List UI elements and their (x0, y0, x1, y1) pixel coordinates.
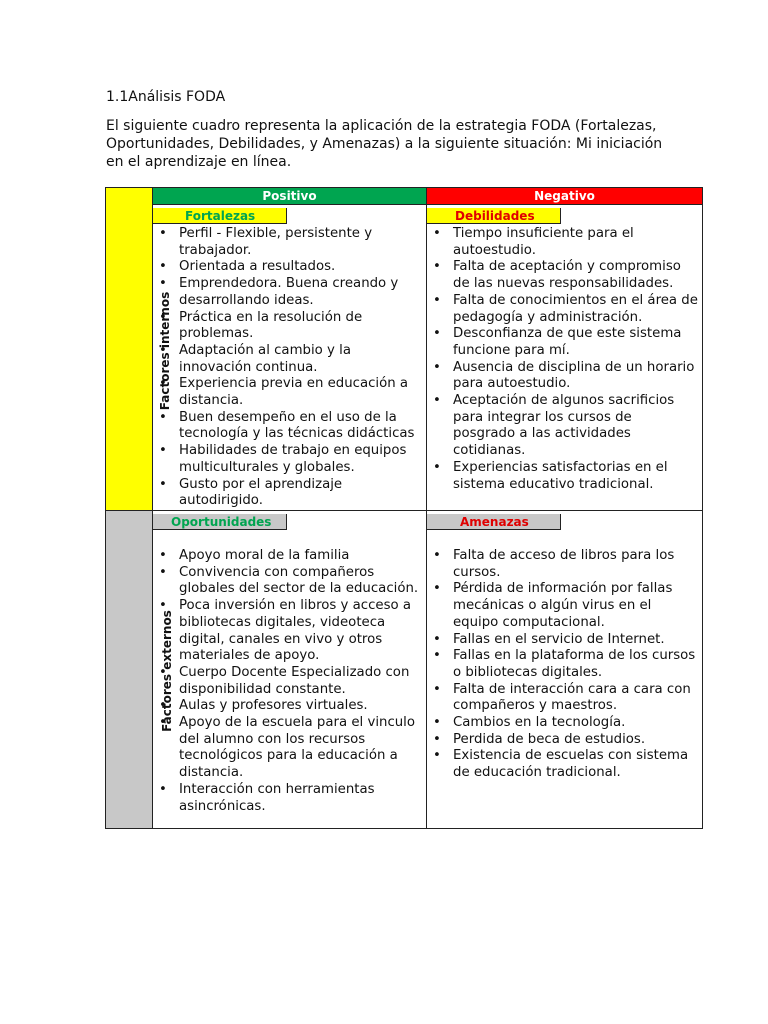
list-item: • Perfil - Flexible, persistente y trabajador. (153, 226, 422, 259)
list-item: • Orientada a resultados. (153, 259, 422, 276)
intro-line: El siguiente cuadro representa la aplicación de la estrategia FODA (Fortalezas, (106, 118, 657, 134)
intro-line: Oportunidades, Debilidades, y Amenazas) a la siguiente situación: Mi iniciación (106, 136, 663, 152)
row-header-external (106, 511, 174, 829)
list-item: • Experiencias satisfactorias en el sistema educativo tradicional. (427, 460, 698, 493)
list-item: • Aceptación de algunos sacrificios para integrar los cursos de posgrado a las actividades cotidianas. (427, 393, 698, 460)
internal-factors-label: Factores internos (158, 291, 173, 410)
list-item: • Perdida de beca de estudios. (427, 732, 698, 749)
list-item: • Existencia de escuelas con sistema de educación tradicional. (427, 748, 698, 781)
oportunidades-label: Oportunidades (153, 514, 287, 530)
list-item: • Ausencia de disciplina de un horario para autoestudio. (427, 360, 698, 393)
list-item: • Buen desempeño en el uso de la tecnología y las técnicas didácticas (153, 410, 422, 443)
list-item: • Tiempo insuficiente para el autoestudio. (427, 226, 698, 259)
list-item: • Convivencia con compañeros globales del sector de la educación. (153, 565, 422, 598)
list-item: • Experiencia previa en educación a distancia. (153, 376, 422, 409)
oportunidades-list (153, 548, 426, 815)
amenazas-cell (427, 511, 703, 829)
fortalezas-label: Fortalezas (153, 208, 287, 224)
list-item: • Cuerpo Docente Especializado con disponibilidad constante. (153, 665, 422, 698)
list-item: • Emprendedora. Buena creando y desarrollando ideas. (153, 276, 422, 309)
amenazas-list (427, 548, 702, 782)
fortalezas-list (153, 226, 426, 510)
oportunidades-cell (153, 511, 427, 829)
list-item: • Cambios en la tecnología. (427, 715, 698, 732)
list-item: • Poca inversión en libros y acceso a bibliotecas digitales, videoteca digital, canales en vivo y otros materiales de apoyo. (153, 598, 422, 665)
list-item: • Falta de acceso de libros para los cursos. (427, 548, 698, 581)
list-item: • Falta de interacción cara a cara con compañeros y maestros. (427, 682, 698, 715)
intro-line: en el aprendizaje en línea. (106, 154, 292, 170)
list-item: • Desconfianza de que este sistema funcione para mí. (427, 326, 698, 359)
fortalezas-cell (153, 205, 427, 511)
debilidades-label: Debilidades (427, 208, 561, 224)
list-item: • Adaptación al cambio y la innovación continua. (153, 343, 422, 376)
section-heading: 1.1Análisis FODA (106, 89, 226, 105)
list-item: • Gusto por el aprendizaje autodirigido. (153, 477, 422, 510)
list-item: • Falta de aceptación y compromiso de las nuevas responsabilidades. (427, 259, 698, 292)
list-item: • Habilidades de trabajo en equipos multiculturales y globales. (153, 443, 422, 476)
row-header-internal (106, 188, 173, 511)
list-item: • Fallas en el servicio de Internet. (427, 632, 698, 649)
amenazas-label: Amenazas (427, 514, 561, 530)
column-header-positive: Positivo (153, 188, 427, 205)
foda-table (105, 187, 703, 829)
list-item: • Pérdida de información por fallas mecánicas o algún virus en el equipo computacional. (427, 581, 698, 631)
list-item: • Interacción con herramientas asincrónicas. (153, 782, 422, 815)
list-item: • Fallas en la plataforma de los cursos o bibliotecas digitales. (427, 648, 698, 681)
list-item: • Aulas y profesores virtuales. (153, 698, 422, 715)
list-item: • Apoyo de la escuela para el vinculo del alumno con los recursos tecnológicos para la educación a distancia. (153, 715, 422, 782)
list-item: • Falta de conocimientos en el área de pedagogía y administración. (427, 293, 698, 326)
debilidades-list (427, 226, 702, 493)
column-header-negative: Negativo (427, 188, 703, 205)
list-item: • Apoyo moral de la familia (153, 548, 422, 565)
list-item: • Práctica en la resolución de problemas. (153, 310, 422, 343)
intro-paragraph (106, 117, 666, 171)
external-factors-label: Factores externos (159, 610, 174, 732)
debilidades-cell (427, 205, 703, 511)
